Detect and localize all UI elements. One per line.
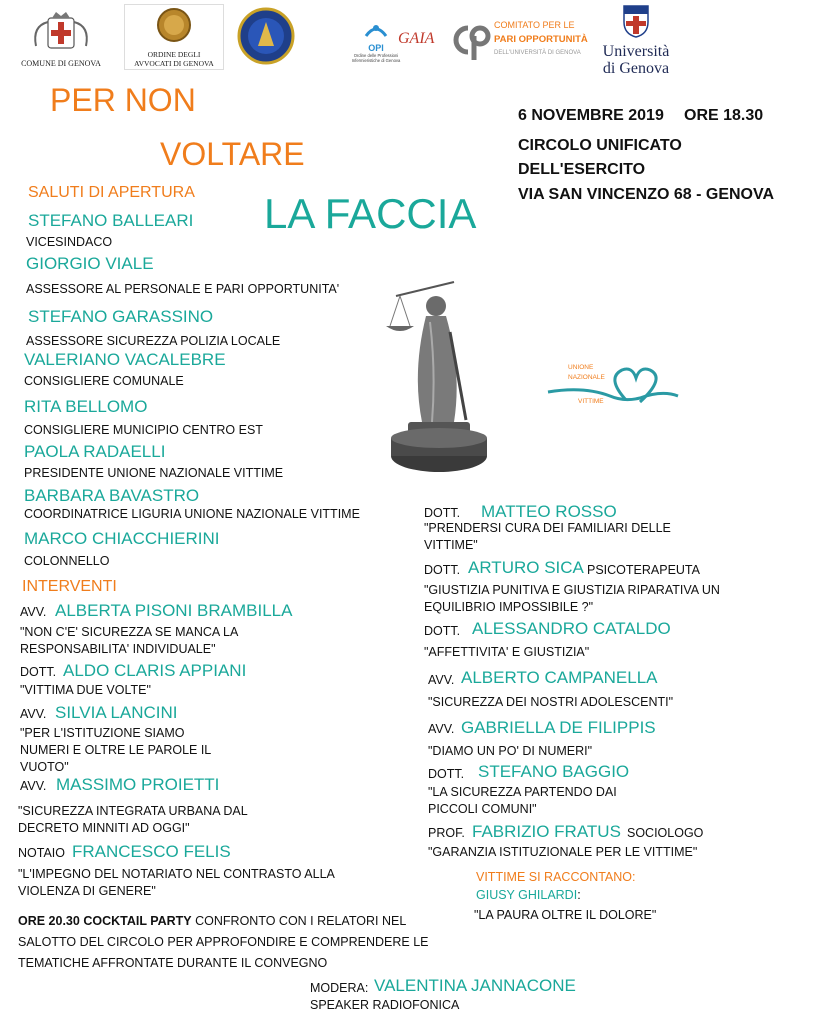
event-date: 6 NOVEMBRE 2019	[518, 107, 664, 124]
unv-line2: NAZIONALE	[568, 374, 605, 381]
right-prefix-5: AVV.	[428, 722, 455, 736]
unige-logo	[596, 4, 676, 84]
left-quote-4: "SICUREZZA INTEGRATA URBANA DAL DECRETO MINNITI AD OGGI"	[18, 804, 248, 835]
right-name-6: STEFANO BAGGIO	[478, 762, 630, 781]
moderator-name: VALENTINA JANNACONE	[374, 976, 576, 995]
saluti-role-8: COLONNELLO	[24, 554, 110, 568]
right-quote-1: "PRENDERSI CURA DEI FAMILIARI DELLE VITTIME"	[424, 521, 671, 552]
left-name-1: ALBERTA PISONI BRAMBILLA	[55, 601, 293, 620]
saluti-name-6: PAOLA RADAELLI	[24, 442, 166, 461]
title-line1: PER NON	[50, 82, 196, 118]
cpo-mark-icon	[452, 20, 492, 64]
opi-text: OPI	[368, 43, 384, 53]
moderator-role: SPEAKER RADIOFONICA	[310, 998, 460, 1012]
saluti-role-6: PRESIDENTE UNIONE NAZIONALE VITTIME	[24, 466, 284, 480]
right-suffix-2: PSICOTERAPEUTA	[587, 563, 700, 577]
cocktail-bold: ORE 20.30 COCKTAIL PARTY	[18, 914, 192, 928]
event-time: ORE 18.30	[684, 107, 764, 124]
right-quote-4: "SICUREZZA DEI NOSTRI ADOLESCENTI"	[428, 695, 674, 709]
comune-logo	[18, 10, 104, 70]
ordine-avvocati-logo	[124, 4, 224, 70]
opi-logo	[351, 22, 401, 70]
right-suffix-7: SOCIOLOGO	[627, 826, 704, 840]
right-prefix-2: DOTT.	[424, 563, 461, 577]
vittime-colon: :	[577, 888, 581, 902]
unv-line3: VITTIME	[578, 398, 604, 405]
saluti-role-1: VICESINDACO	[26, 235, 113, 249]
vittime-name-line	[476, 888, 581, 902]
left-name-3: SILVIA LANCINI	[55, 703, 178, 722]
saluti-name-8: MARCO CHIACCHIERINI	[24, 529, 220, 548]
left-name-2: ALDO CLARIS APPIANI	[63, 661, 247, 680]
cocktail-rest: CONFRONTO CON I RELATORI NEL	[191, 914, 407, 928]
vittime-name: GIUSY GHILARDI	[476, 888, 578, 902]
saluti-name-3: STEFANO GARASSINO	[28, 307, 214, 326]
right-prefix-6: DOTT.	[428, 767, 465, 781]
left-quote-2: "VITTIMA DUE VOLTE"	[20, 683, 151, 697]
saluti-role-3: ASSESSORE SICUREZZA POLIZIA LOCALE	[26, 334, 281, 348]
right-quote-3: "AFFETTIVITA' E GIUSTIZIA"	[424, 645, 590, 659]
unige-shield-icon	[621, 4, 651, 38]
moderator-label: MODERA:	[310, 981, 369, 995]
right-name-4: ALBERTO CAMPANELLA	[461, 668, 658, 687]
vittime-heading: VITTIME SI RACCONTANO:	[476, 870, 636, 884]
right-name-7: FABRIZIO FRATUS	[472, 822, 621, 841]
saluti-role-7: COORDINATRICE LIGURIA UNIONE NAZIONALE VITTIME	[24, 507, 360, 521]
saluti-role-2: ASSESSORE AL PERSONALE E PARI OPPORTUNITA'	[26, 282, 340, 296]
left-prefix-4: AVV.	[20, 779, 47, 793]
right-quote-2: "GIUSTIZIA PUNITIVA E GIUSTIZIA RIPARATIVA UN EQUILIBRIO IMPOSSIBILE ?"	[424, 583, 720, 614]
opi-subtext: Ordine delle Professioni Infermieristiche di Genova	[351, 53, 401, 63]
saluti-name-5: RITA BELLOMO	[24, 397, 148, 416]
right-prefix-7: PROF.	[428, 826, 465, 840]
event-address: VIA SAN VINCENZO 68 - GENOVA	[518, 186, 775, 203]
heart-knot-icon	[544, 358, 680, 422]
right-name-3: ALESSANDRO CATALDO	[472, 619, 671, 638]
left-prefix-1: AVV.	[20, 605, 47, 619]
saluti-heading: SALUTI DI APERTURA	[28, 184, 195, 201]
right-name-2: ARTURO SICA	[468, 558, 584, 577]
unv-line1: UNIONE	[568, 364, 594, 371]
right-quote-5: "DIAMO UN PO' DI NUMERI"	[428, 744, 593, 758]
right-name-5: GABRIELLA DE FILIPPIS	[461, 718, 656, 737]
right-name-1: MATTEO ROSSO	[481, 502, 617, 521]
gaia-logo: GAIA	[398, 30, 435, 47]
bar-seal-icon	[125, 5, 223, 45]
vittime-quote: "LA PAURA OLTRE IL DOLORE"	[474, 908, 657, 922]
left-quote-5: "L'IMPEGNO DEL NOTARIATO NEL CONTRASTO ALLA VIOLENZA DI GENERE"	[18, 867, 335, 898]
left-prefix-2: DOTT.	[20, 665, 57, 679]
cocktail-line2: SALOTTO DEL CIRCOLO PER APPROFONDIRE E COMPRENDERE LE	[18, 935, 429, 949]
saluti-role-4: CONSIGLIERE COMUNALE	[24, 374, 184, 388]
title-line3: LA FACCIA	[264, 190, 477, 237]
cocktail-line1	[18, 914, 406, 928]
unione-vittime-logo	[544, 358, 680, 422]
event-venue-2: DELL'ESERCITO	[518, 161, 646, 178]
cpo-line1: COMITATO PER LE	[494, 20, 575, 30]
cpo-logo	[452, 18, 588, 68]
right-prefix-1: DOTT.	[424, 506, 461, 520]
saluti-name-7: BARBARA BAVASTRO	[24, 486, 200, 505]
city-crest-icon	[18, 10, 104, 54]
ordine-caption: ORDINE DEGLI AVVOCATI DI GENOVA	[134, 50, 214, 68]
cocktail-line3: TEMATICHE AFFRONTATE DURANTE IL CONVEGNO	[18, 956, 328, 970]
saluti-role-5: CONSIGLIERE MUNICIPIO CENTRO EST	[24, 423, 263, 437]
police-badge-icon	[236, 6, 296, 66]
saluti-name-2: GIORGIO VIALE	[26, 254, 154, 273]
left-quote-3: "PER L'ISTITUZIONE SIAMO NUMERI E OLTRE LE PAROLE IL VUOTO"	[20, 726, 211, 774]
cpo-line3: DELL'UNIVERSITÀ DI GENOVA	[494, 50, 581, 56]
saluti-name-1: STEFANO BALLEARI	[28, 211, 194, 230]
left-prefix-3: AVV.	[20, 707, 47, 721]
right-quote-7: "GARANZIA ISTITUZIONALE PER LE VITTIME"	[428, 845, 698, 859]
event-venue-1: CIRCOLO UNIFICATO	[518, 137, 682, 154]
saluti-name-4: VALERIANO VACALEBRE	[24, 350, 226, 369]
interventi-heading: INTERVENTI	[22, 578, 117, 595]
right-prefix-3: DOTT.	[424, 624, 461, 638]
left-name-5: FRANCESCO FELIS	[72, 842, 231, 861]
unige-line1: Università	[602, 43, 670, 60]
unige-line2: di Genova	[602, 60, 670, 77]
left-prefix-5: NOTAIO	[18, 846, 65, 860]
cpo-line2: PARI OPPORTUNITÀ	[494, 34, 588, 45]
opi-mark-icon	[356, 22, 396, 38]
police-badge-logo	[236, 6, 296, 66]
left-quote-1: "NON C'E' SICUREZZA SE MANCA LA RESPONSABILITA' INDIVIDUALE"	[20, 625, 238, 656]
right-prefix-4: AVV.	[428, 673, 455, 687]
right-quote-6: "LA SICUREZZA PARTENDO DAI PICCOLI COMUNI"	[428, 785, 617, 816]
justice-statue-icon	[376, 262, 496, 492]
title-line2: VOLTARE	[160, 136, 305, 172]
left-name-4: MASSIMO PROIETTI	[56, 775, 220, 794]
comune-caption: COMUNE DI GENOVA	[21, 59, 101, 68]
